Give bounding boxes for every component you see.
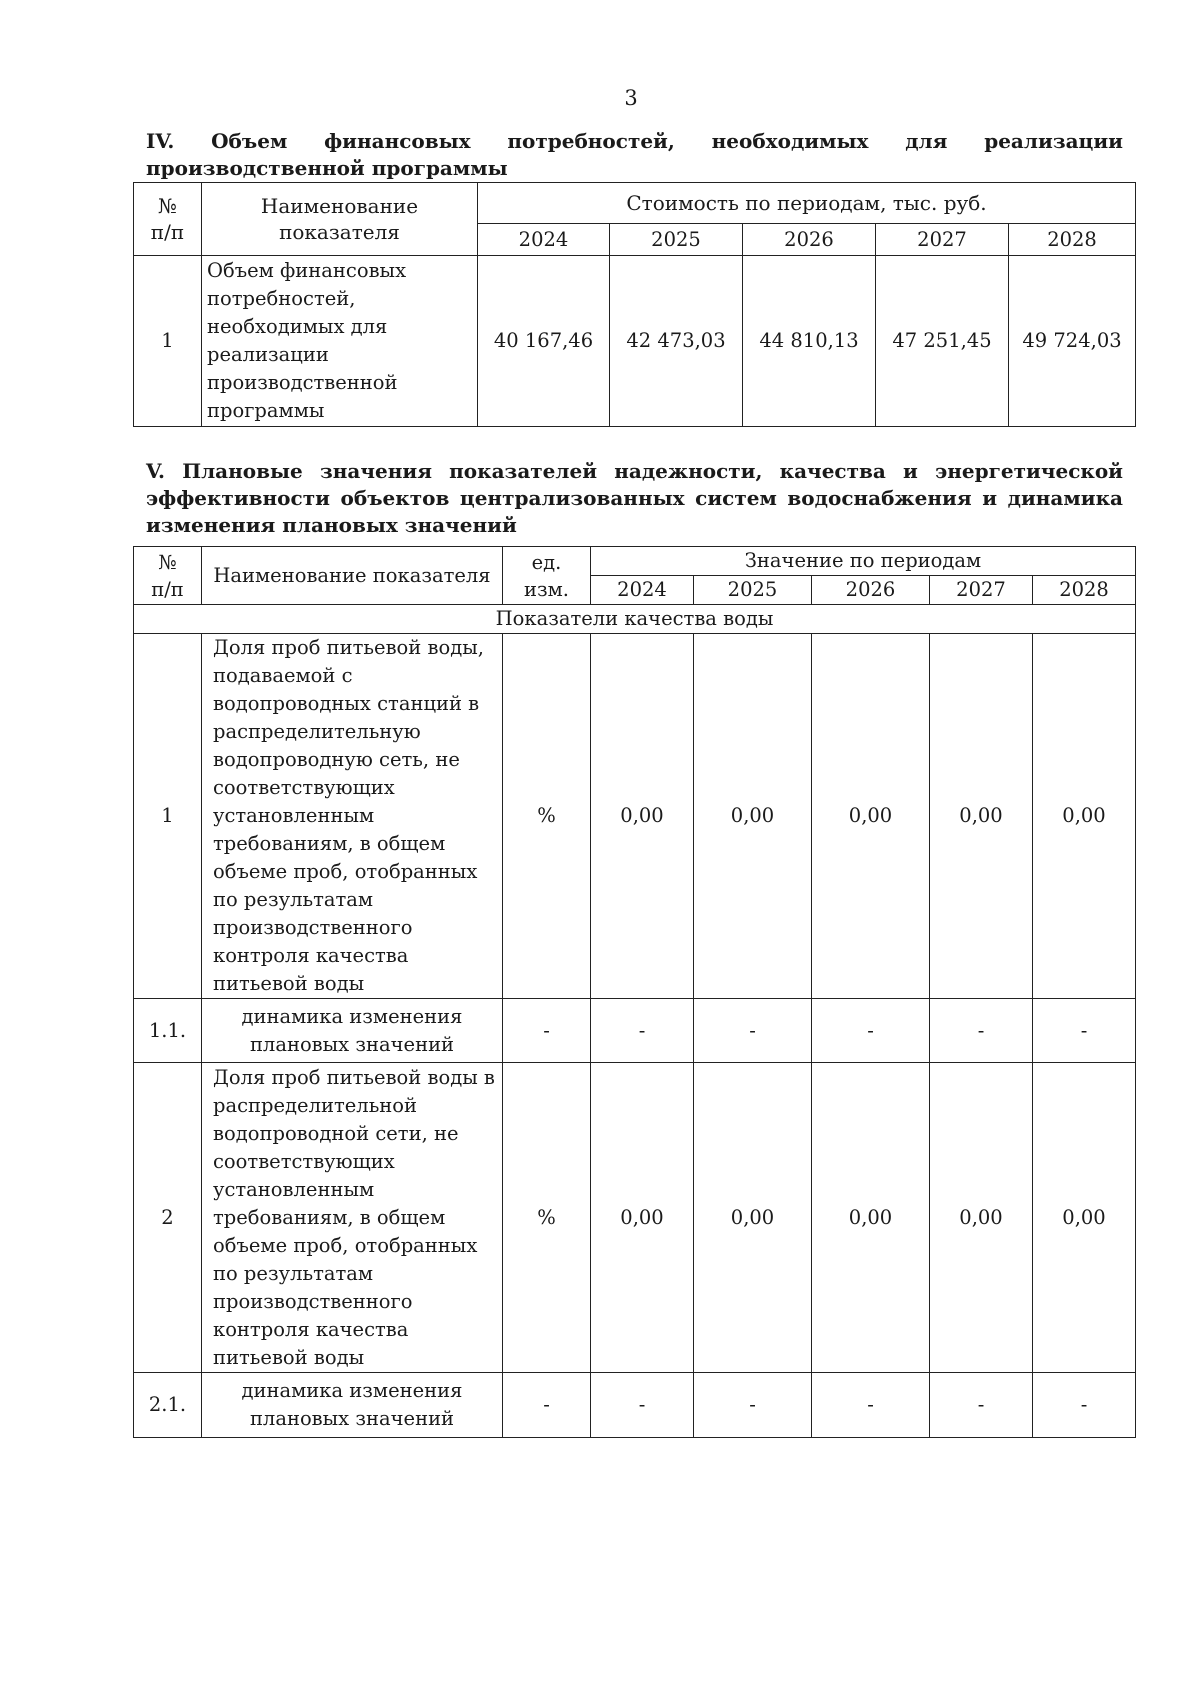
header-year: 2027 xyxy=(876,224,1009,256)
section-v-title: V. Плановые значения показателей надежности, качества и энергетической эффективности объектов централизованных систем водоснабжения и динамика изменения плановых значений xyxy=(146,459,1123,537)
header-year: 2024 xyxy=(478,224,610,256)
table-row xyxy=(134,256,1136,427)
value-cell: - xyxy=(930,1373,1033,1438)
quality-indicators-table xyxy=(133,546,1136,1438)
header-year: 2028 xyxy=(1033,576,1136,605)
value-cell: 0,00 xyxy=(930,634,1033,999)
value-cell: 0,00 xyxy=(694,1063,812,1373)
value-cell: - xyxy=(694,1373,812,1438)
header-year: 2025 xyxy=(694,576,812,605)
value-cell: 40 167,46 xyxy=(478,256,610,427)
table-row xyxy=(134,1063,1136,1373)
value-cell: 0,00 xyxy=(591,1063,694,1373)
header-num: № п/п xyxy=(134,547,202,605)
value-cell: 0,00 xyxy=(591,634,694,999)
value-cell: 0,00 xyxy=(930,1063,1033,1373)
row-num: 2 xyxy=(134,1063,202,1373)
section-iv-title: IV. Объем финансовых потребностей, необходимых для реализации производственной программы xyxy=(146,129,1123,180)
value-cell: - xyxy=(812,1373,930,1438)
row-name: Объем финансовых потребностей, необходимых для реализации производственной программы xyxy=(202,256,478,427)
header-num: № п/п xyxy=(134,183,202,256)
value-cell: - xyxy=(1033,1373,1136,1438)
row-num: 1 xyxy=(134,634,202,999)
row-name: динамика изменения плановых значений xyxy=(202,1373,503,1438)
header-value-group: Значение по периодам xyxy=(591,547,1136,576)
value-cell: - xyxy=(812,999,930,1063)
row-unit: % xyxy=(503,1063,591,1373)
table-row xyxy=(134,1373,1136,1438)
row-unit: - xyxy=(503,999,591,1063)
value-cell: - xyxy=(591,999,694,1063)
header-name: Наименование показателя xyxy=(202,547,503,605)
value-cell: 0,00 xyxy=(1033,634,1136,999)
table-row xyxy=(134,999,1136,1063)
row-name: динамика изменения плановых значений xyxy=(202,999,503,1063)
header-year: 2025 xyxy=(610,224,743,256)
row-unit: - xyxy=(503,1373,591,1438)
header-year: 2026 xyxy=(743,224,876,256)
value-cell: 42 473,03 xyxy=(610,256,743,427)
header-year: 2026 xyxy=(812,576,930,605)
row-num: 1 xyxy=(134,256,202,427)
header-year: 2028 xyxy=(1009,224,1136,256)
value-cell: - xyxy=(930,999,1033,1063)
financial-needs-table xyxy=(133,182,1136,427)
value-cell: 49 724,03 xyxy=(1009,256,1136,427)
value-cell: - xyxy=(591,1373,694,1438)
value-cell: 44 810,13 xyxy=(743,256,876,427)
header-name: Наименование показателя xyxy=(202,183,478,256)
value-cell: 0,00 xyxy=(694,634,812,999)
group-title: Показатели качества воды xyxy=(134,605,1136,634)
value-cell: 0,00 xyxy=(812,1063,930,1373)
row-name: Доля проб питьевой воды, подаваемой с водопроводных станций в распределительную водопроводную сеть, не соответствующих установленным требованиям, в общем объеме проб, отобранных по результатам производственного контроля качества питьевой воды xyxy=(202,634,503,999)
header-unit: ед. изм. xyxy=(503,547,591,605)
header-cost-group: Стоимость по периодам, тыс. руб. xyxy=(478,183,1136,224)
page-number: 3 xyxy=(624,86,638,110)
row-num: 2.1. xyxy=(134,1373,202,1438)
value-cell: 0,00 xyxy=(812,634,930,999)
table-row xyxy=(134,634,1136,999)
value-cell: 47 251,45 xyxy=(876,256,1009,427)
row-num: 1.1. xyxy=(134,999,202,1063)
row-unit: % xyxy=(503,634,591,999)
row-name: Доля проб питьевой воды в распределительной водопроводной сети, не соответствующих установленным требованиям, в общем объеме проб, отобранных по результатам производственного контроля качества питьевой воды xyxy=(202,1063,503,1373)
value-cell: - xyxy=(694,999,812,1063)
value-cell: - xyxy=(1033,999,1136,1063)
header-year: 2024 xyxy=(591,576,694,605)
value-cell: 0,00 xyxy=(1033,1063,1136,1373)
header-year: 2027 xyxy=(930,576,1033,605)
